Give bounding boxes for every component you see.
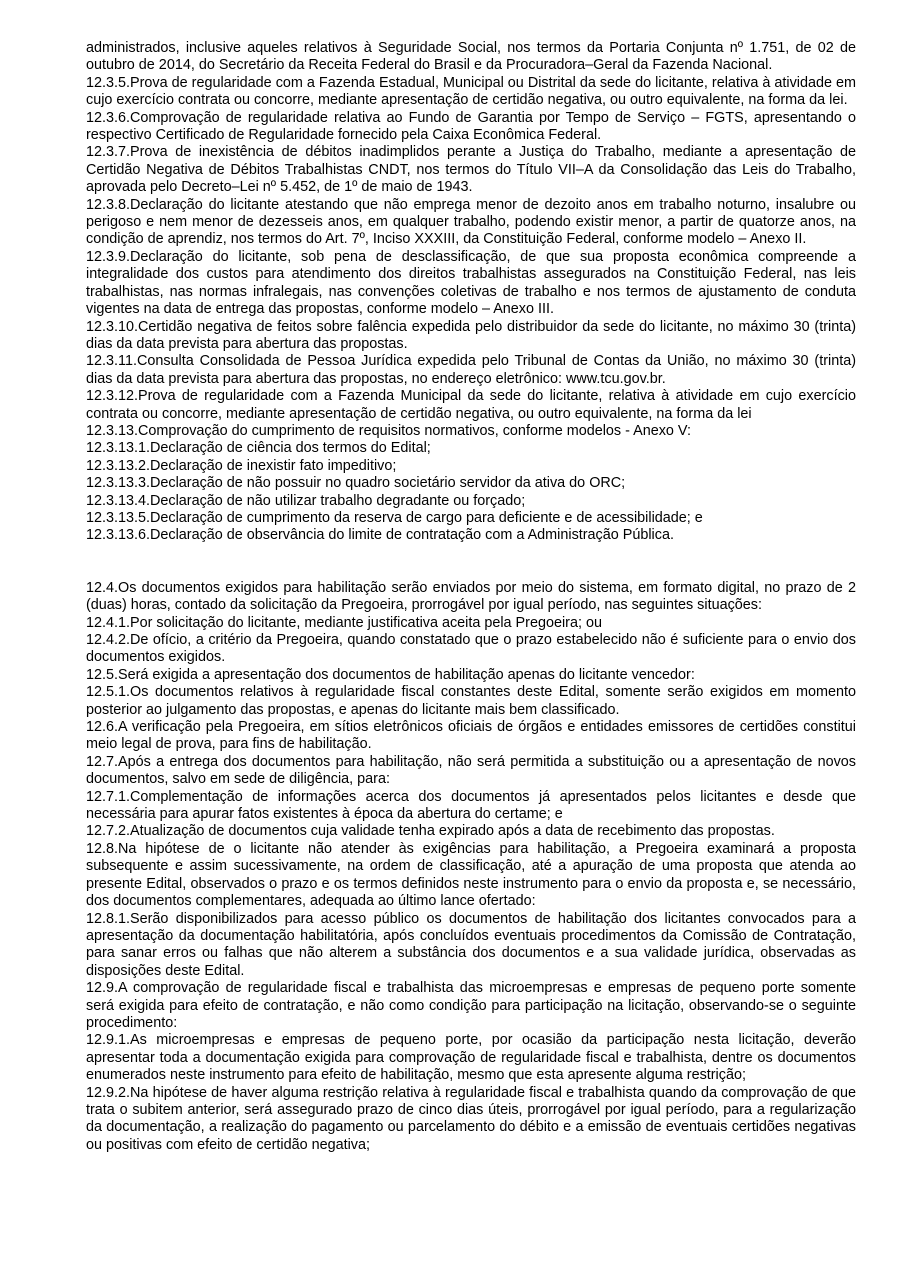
paragraph: 12.3.11.Consulta Consolidada de Pessoa Jurídica expedida pelo Tribunal de Contas da União, no máximo 30 (trinta) dias da data prevista para abertura das propostas, no endereço eletrônico: www.tcu.gov.br.	[86, 353, 856, 387]
paragraph: 12.4.Os documentos exigidos para habilitação serão enviados por meio do sistema, em formato digital, no prazo de 2 (duas) horas, contado da solicitação da Pregoeira, prorrogável por igual período, nas seguintes situações:	[86, 579, 856, 614]
paragraph: 12.3.7.Prova de inexistência de débitos inadimplidos perante a Justiça do Trabalho, mediante a apresentação de Certidão Negativa de Débitos Trabalhistas CNDT, nos termos do Título VII–A da Consolidação das Leis do Trabalho, aprovada pelo Decreto–Lei nº 5.452, de 1º de maio de 1943.	[86, 144, 856, 196]
document-page	[86, 40, 856, 1154]
paragraph: 12.5.1.Os documentos relativos à regularidade fiscal constantes deste Edital, somente serão exigidos em momento posterior ao julgamento das propostas, e apenas do licitante mais bem classificado.	[86, 684, 856, 718]
paragraph: 12.7.1.Complementação de informações acerca dos documentos já apresentados pelos licitantes e desde que necessária para apurar fatos existentes à época da abertura do certame; e	[86, 788, 856, 823]
paragraph: 12.7.2.Atualização de documentos cuja validade tenha expirado após a data de recebimento das propostas.	[86, 823, 775, 840]
paragraph: 12.8.Na hipótese de o licitante não atender às exigências para habilitação, a Pregoeira examinará a proposta subsequente e assim sucessivamente, na ordem de classificação, até a apuração de uma proposta que atenda ao presente Edital, observados o prazo e os termos definidos neste instrumento para o envio da proposta e, se necessário, dos documentos complementares, adequada ao último lance ofertado:	[86, 840, 856, 910]
section-gap	[86, 545, 856, 580]
paragraph: 12.3.13.Comprovação do cumprimento de requisitos normativos, conforme modelos - Anexo V:	[86, 422, 691, 439]
section-12-4-onward	[86, 580, 856, 1154]
paragraph: 12.9.2.Na hipótese de haver alguma restrição relativa à regularidade fiscal e trabalhista quando da comprovação de que trata o subitem anterior, será assegurado prazo de cinco dias úteis, prorrogável por igual período, para a regularização da documentação, a realização do pagamento ou parcelamento do débito e a emissão de eventuais certidões negativas ou positivas com efeito de certidão negativa;	[86, 1084, 856, 1153]
paragraph: 12.5.Será exigida a apresentação dos documentos de habilitação apenas do licitante vencedor:	[86, 666, 695, 683]
paragraph: 12.3.10.Certidão negativa de feitos sobre falência expedida pelo distribuidor da sede do licitante, no máximo 30 (trinta) dias da data prevista para abertura das propostas.	[86, 318, 856, 352]
paragraph: 12.7.Após a entrega dos documentos para habilitação, não será permitida a substituição ou a apresentação de novos documentos, salvo em sede de diligência, para:	[86, 753, 856, 788]
list-item: 12.3.13.1.Declaração de ciência dos termos do Edital;	[86, 440, 431, 457]
paragraph: 12.9.A comprovação de regularidade fiscal e trabalhista das microempresas e empresas de pequeno porte somente será exigida para efeito de contratação, e não como condição para participação na licitação, observando-se o seguinte procedimento:	[86, 980, 856, 1031]
paragraph: 12.3.12.Prova de regularidade com a Fazenda Municipal da sede do licitante, relativa à atividade em cujo exercício contrata ou concorre, mediante apresentação de certidão negativa, ou outro equivalente, na forma da lei	[86, 388, 856, 422]
paragraph: 12.6.A verificação pela Pregoeira, em sítios eletrônicos oficiais de órgãos e entidades emissores de certidões constitui meio legal de prova, para fins de habilitação.	[86, 719, 856, 753]
paragraph: administrados, inclusive aqueles relativos à Seguridade Social, nos termos da Portaria Conjunta nº 1.751, de 02 de outubro de 2014, do Secretário da Receita Federal do Brasil e da Procuradora–Geral da Fazenda Nacional.	[86, 40, 856, 74]
paragraph: 12.3.5.Prova de regularidade com a Fazenda Estadual, Municipal ou Distrital da sede do licitante, relativa à atividade em cujo exercício contrata ou concorre, mediante apresentação de certidão negativa, ou outro equivalente, na forma da lei.	[86, 74, 856, 109]
list-item: 12.3.13.4.Declaração de não utilizar trabalho degradante ou forçado;	[86, 492, 526, 509]
paragraph: 12.4.2.De ofício, a critério da Pregoeira, quando constatado que o prazo estabelecido não é suficiente para o envio dos documentos exigidos.	[86, 632, 856, 666]
paragraph: 12.9.1.As microempresas e empresas de pequeno porte, por ocasião da participação nesta licitação, deverão apresentar toda a documentação exigida para comprovação de regularidade fiscal e trabalhista, dentre os documentos enumerados neste instrumento para efeito de habilitação, mesmo que esta apresente alguma restrição;	[86, 1032, 856, 1084]
list-item: 12.3.13.5.Declaração de cumprimento da reserva de cargo para deficiente e de acessibilidade; e	[86, 509, 703, 526]
paragraph: 12.3.6.Comprovação de regularidade relativa ao Fundo de Garantia por Tempo de Serviço – FGTS, apresentando o respectivo Certificado de Regularidade fornecido pela Caixa Econômica Federal.	[86, 109, 856, 144]
paragraph: 12.3.8.Declaração do licitante atestando que não emprega menor de dezoito anos em trabalho noturno, insalubre ou perigoso e nem menor de dezesseis anos, em qualquer trabalho, podendo existir menor, a partir de quatorze anos, na condição de aprendiz, nos termos do Art. 7º, Inciso XXXIII, da Constituição Federal, conforme modelo – Anexo II.	[86, 196, 856, 248]
paragraph: 12.3.9.Declaração do licitante, sob pena de desclassificação, de que sua proposta econômica compreende a integralidade dos custos para atendimento dos direitos trabalhistas assegurados na Constituição Federal, nas leis trabalhistas, nas normas infralegais, nas convenções coletivas de trabalho e nos termos de ajustamento de conduta vigentes na data de entrega das propostas, conforme modelo – Anexo III.	[86, 248, 856, 318]
paragraph: 12.8.1.Serão disponibilizados para acesso público os documentos de habilitação dos licitantes convocados para a apresentação da documentação habilitatória, após concluídos eventuais procedimentos da Comissão de Contratação, para sanar erros ou falhas que não alterem a substância dos documentos e a sua validade jurídica, observadas as disposições deste Edital.	[86, 910, 856, 979]
section-12-3-continuation	[86, 40, 856, 545]
list-item: 12.3.13.2.Declaração de inexistir fato impeditivo;	[86, 457, 397, 474]
paragraph: 12.4.1.Por solicitação do licitante, mediante justificativa aceita pela Pregoeira; ou	[86, 614, 602, 631]
list-item: 12.3.13.3.Declaração de não possuir no quadro societário servidor da ativa do ORC;	[86, 475, 626, 492]
list-item: 12.3.13.6.Declaração de observância do limite de contratação com a Administração Pública.	[86, 527, 674, 544]
